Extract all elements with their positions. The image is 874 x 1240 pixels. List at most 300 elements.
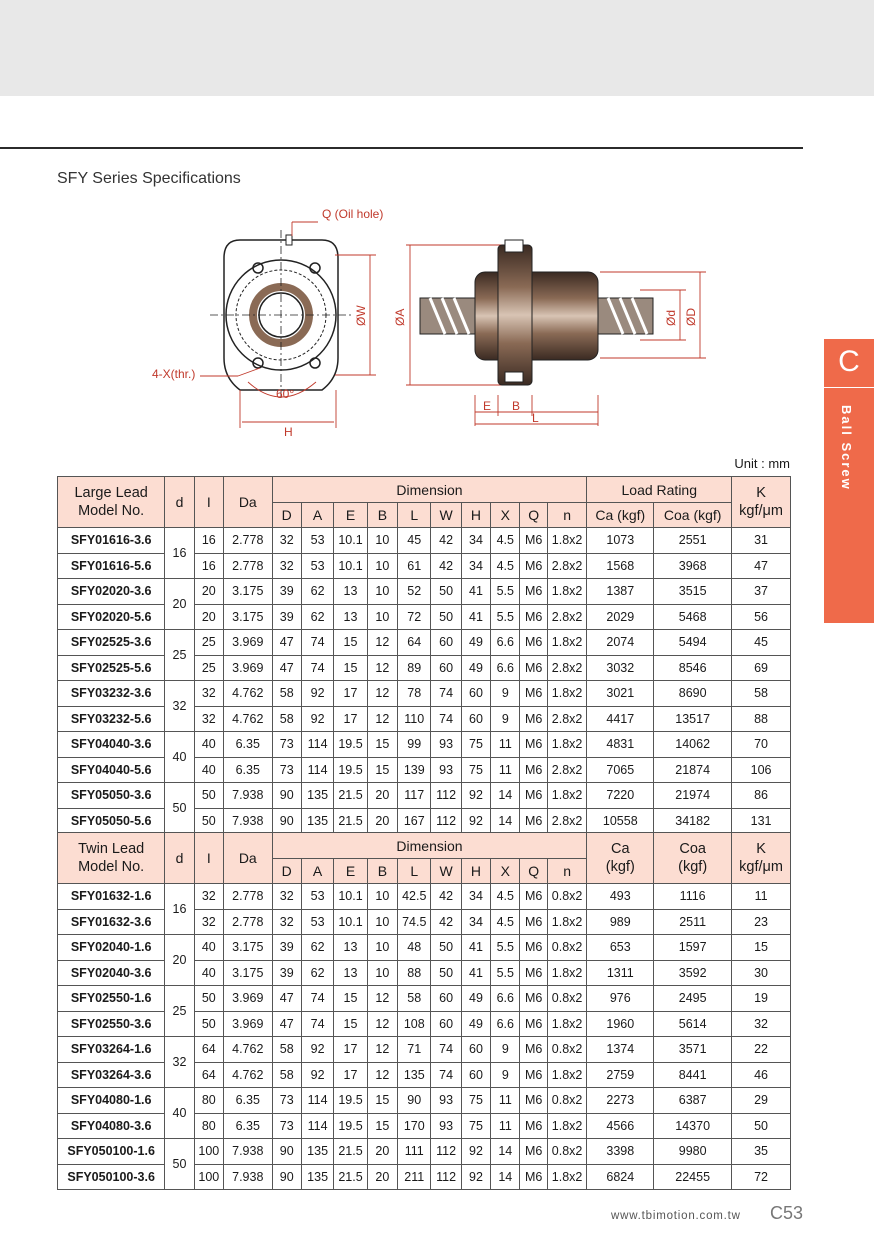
value-cell: 92 — [461, 808, 490, 834]
value-cell: 15 — [334, 1011, 367, 1037]
value-cell: 14370 — [654, 1113, 732, 1139]
large-lead-table — [57, 476, 791, 834]
value-cell: 8546 — [654, 655, 732, 681]
model-cell: SFY01632-1.6 — [58, 884, 165, 910]
label-d-small: Ød — [664, 309, 678, 326]
value-cell: 34 — [461, 909, 490, 935]
value-cell: 60 — [461, 1062, 490, 1088]
value-cell: 3.175 — [223, 935, 272, 961]
value-cell: 1.8x2 — [547, 732, 587, 758]
value-cell: 11 — [491, 732, 520, 758]
value-cell: 100 — [194, 1139, 223, 1165]
label-oil-hole: Q (Oil hole) — [322, 207, 384, 221]
value-cell: 10 — [367, 553, 397, 579]
value-cell: 6.35 — [223, 732, 272, 758]
value-cell: 135 — [301, 1139, 333, 1165]
value-cell: 1.8x2 — [547, 909, 587, 935]
value-cell: 4.5 — [491, 909, 520, 935]
value-cell: 62 — [301, 935, 333, 961]
shaft-diameter-cell: 16 — [165, 528, 194, 579]
d-header: d — [165, 833, 194, 884]
value-cell: 11 — [732, 884, 791, 910]
model-cell: SFY04040-5.6 — [58, 757, 165, 783]
value-cell: 1.8x2 — [547, 960, 587, 986]
shaft-diameter-cell: 20 — [165, 935, 194, 986]
value-cell: 45 — [732, 630, 791, 656]
value-cell: 3592 — [654, 960, 732, 986]
k-header: K kgf/μm — [732, 477, 791, 528]
value-cell: 2.778 — [223, 909, 272, 935]
value-cell: 46 — [732, 1062, 791, 1088]
value-cell: 49 — [461, 986, 490, 1012]
table-row — [58, 630, 791, 656]
table-row — [58, 1088, 791, 1114]
value-cell: 92 — [461, 1164, 490, 1190]
value-cell: 1.8x2 — [547, 1164, 587, 1190]
value-cell: 15 — [334, 986, 367, 1012]
value-cell: 3.969 — [223, 986, 272, 1012]
value-cell: 110 — [398, 706, 431, 732]
value-cell: 21974 — [654, 783, 732, 809]
value-cell: 7.938 — [223, 1139, 272, 1165]
value-cell: 19.5 — [334, 732, 367, 758]
value-cell: M6 — [520, 1037, 547, 1063]
value-cell: 12 — [367, 986, 397, 1012]
value-cell: 73 — [272, 732, 301, 758]
value-cell: 48 — [398, 935, 431, 961]
value-cell: 15 — [334, 655, 367, 681]
table-row — [58, 1139, 791, 1165]
value-cell: 6.35 — [223, 1088, 272, 1114]
value-cell: 8441 — [654, 1062, 732, 1088]
shaft-diameter-cell: 16 — [165, 884, 194, 935]
value-cell: 20 — [367, 783, 397, 809]
model-cell: SFY03232-5.6 — [58, 706, 165, 732]
dim-header-b: B — [367, 503, 397, 528]
model-cell: SFY04080-1.6 — [58, 1088, 165, 1114]
value-cell: 30 — [732, 960, 791, 986]
value-cell: 3.969 — [223, 1011, 272, 1037]
value-cell: 1073 — [587, 528, 654, 554]
value-cell: 21.5 — [334, 783, 367, 809]
value-cell: 4.5 — [491, 528, 520, 554]
value-cell: 19 — [732, 986, 791, 1012]
label-b: B — [512, 399, 521, 413]
value-cell: 10 — [367, 960, 397, 986]
value-cell: M6 — [520, 783, 547, 809]
value-cell: 13 — [334, 604, 367, 630]
value-cell: 1.8x2 — [547, 1113, 587, 1139]
dimension-header: Dimension — [272, 833, 587, 859]
model-cell: SFY02550-1.6 — [58, 986, 165, 1012]
value-cell: 1311 — [587, 960, 654, 986]
value-cell: 14 — [491, 1164, 520, 1190]
value-cell: 74 — [431, 1037, 461, 1063]
value-cell: 8690 — [654, 681, 732, 707]
value-cell: 80 — [194, 1113, 223, 1139]
footer-url[interactable]: www.tbimotion.com.tw — [611, 1210, 741, 1222]
value-cell: 170 — [398, 1113, 431, 1139]
value-cell: 12 — [367, 1037, 397, 1063]
value-cell: 92 — [301, 681, 333, 707]
page-number: C53 — [770, 1203, 804, 1223]
value-cell: 135 — [398, 1062, 431, 1088]
value-cell: 2.8x2 — [547, 757, 587, 783]
value-cell: 3571 — [654, 1037, 732, 1063]
value-cell: 4831 — [587, 732, 654, 758]
value-cell: M6 — [520, 681, 547, 707]
value-cell: 60 — [461, 706, 490, 732]
value-cell: 3.969 — [223, 630, 272, 656]
value-cell: 21874 — [654, 757, 732, 783]
model-cell: SFY03232-3.6 — [58, 681, 165, 707]
side-view — [420, 240, 653, 385]
value-cell: 108 — [398, 1011, 431, 1037]
model-cell: SFY03264-3.6 — [58, 1062, 165, 1088]
value-cell: 58 — [732, 681, 791, 707]
value-cell: 74 — [431, 1062, 461, 1088]
value-cell: M6 — [520, 1011, 547, 1037]
value-cell: 42 — [431, 909, 461, 935]
value-cell: 62 — [301, 960, 333, 986]
value-cell: 50 — [194, 1011, 223, 1037]
value-cell: 50 — [431, 604, 461, 630]
value-cell: M6 — [520, 706, 547, 732]
dim-header-w: W — [431, 503, 461, 528]
model-cell: SFY02020-5.6 — [58, 604, 165, 630]
value-cell: 0.8x2 — [547, 884, 587, 910]
value-cell: 41 — [461, 935, 490, 961]
value-cell: 90 — [272, 783, 301, 809]
value-cell: 3.969 — [223, 655, 272, 681]
model-cell: SFY01616-5.6 — [58, 553, 165, 579]
value-cell: 62 — [301, 604, 333, 630]
value-cell: 7.938 — [223, 783, 272, 809]
value-cell: 131 — [732, 808, 791, 834]
value-cell: 42.5 — [398, 884, 431, 910]
model-no-header: Large Lead Model No. — [58, 477, 165, 528]
value-cell: 60 — [461, 681, 490, 707]
value-cell: 32 — [272, 909, 301, 935]
value-cell: 5494 — [654, 630, 732, 656]
value-cell: 112 — [431, 1139, 461, 1165]
value-cell: 6824 — [587, 1164, 654, 1190]
value-cell: 50 — [431, 935, 461, 961]
value-cell: 47 — [272, 630, 301, 656]
value-cell: 64 — [194, 1062, 223, 1088]
da-header: Da — [223, 477, 272, 528]
value-cell: 74 — [301, 655, 333, 681]
value-cell: 73 — [272, 1113, 301, 1139]
value-cell: 1568 — [587, 553, 654, 579]
shaft-diameter-cell: 40 — [165, 732, 194, 783]
value-cell: 2495 — [654, 986, 732, 1012]
value-cell: 20 — [194, 604, 223, 630]
value-cell: 74 — [301, 986, 333, 1012]
shaft-diameter-cell: 25 — [165, 630, 194, 681]
value-cell: 4.762 — [223, 706, 272, 732]
value-cell: 114 — [301, 757, 333, 783]
value-cell: 106 — [732, 757, 791, 783]
value-cell: 10.1 — [334, 553, 367, 579]
value-cell: 10 — [367, 884, 397, 910]
value-cell: 50 — [431, 960, 461, 986]
value-cell: 42 — [431, 528, 461, 554]
value-cell: 72 — [398, 604, 431, 630]
value-cell: 4.762 — [223, 681, 272, 707]
value-cell: 10.1 — [334, 884, 367, 910]
model-cell: SFY02525-5.6 — [58, 655, 165, 681]
value-cell: 7.938 — [223, 1164, 272, 1190]
value-cell: 2.8x2 — [547, 808, 587, 834]
value-cell: 70 — [732, 732, 791, 758]
label-d-large: ØD — [684, 308, 698, 326]
value-cell: 34182 — [654, 808, 732, 834]
value-cell: 2759 — [587, 1062, 654, 1088]
label-l: L — [532, 411, 539, 425]
header-rule — [0, 147, 803, 149]
value-cell: 20 — [367, 1164, 397, 1190]
value-cell: 2.8x2 — [547, 655, 587, 681]
value-cell: 21.5 — [334, 808, 367, 834]
value-cell: 99 — [398, 732, 431, 758]
dim-header-n: n — [547, 859, 587, 884]
value-cell: 88 — [398, 960, 431, 986]
value-cell: 10.1 — [334, 909, 367, 935]
value-cell: 50 — [194, 808, 223, 834]
shaft-diameter-cell: 50 — [165, 783, 194, 834]
value-cell: 32 — [194, 706, 223, 732]
value-cell: 2.8x2 — [547, 553, 587, 579]
value-cell: 976 — [587, 986, 654, 1012]
dim-header-h: H — [461, 859, 490, 884]
value-cell: 12 — [367, 1011, 397, 1037]
value-cell: 19.5 — [334, 757, 367, 783]
value-cell: 47 — [272, 1011, 301, 1037]
value-cell: M6 — [520, 757, 547, 783]
header-band — [0, 0, 874, 96]
value-cell: 135 — [301, 783, 333, 809]
model-cell: SFY02020-3.6 — [58, 579, 165, 605]
value-cell: 1.8x2 — [547, 681, 587, 707]
value-cell: 10 — [367, 528, 397, 554]
value-cell: 3968 — [654, 553, 732, 579]
value-cell: 39 — [272, 604, 301, 630]
value-cell: 16 — [194, 528, 223, 554]
value-cell: 5.5 — [491, 960, 520, 986]
value-cell: 21.5 — [334, 1139, 367, 1165]
chapter-tab[interactable] — [824, 339, 874, 623]
value-cell: 4.762 — [223, 1037, 272, 1063]
value-cell: 3398 — [587, 1139, 654, 1165]
value-cell: 92 — [461, 783, 490, 809]
value-cell: 53 — [301, 884, 333, 910]
value-cell: 3.175 — [223, 960, 272, 986]
front-view — [210, 230, 352, 400]
value-cell: 9 — [491, 681, 520, 707]
value-cell: 12 — [367, 655, 397, 681]
d-header: d — [165, 477, 194, 528]
ca-header: Ca (kgf) — [587, 833, 654, 884]
value-cell: 1.8x2 — [547, 630, 587, 656]
i-header: I — [194, 477, 223, 528]
value-cell: 1.8x2 — [547, 579, 587, 605]
value-cell: 5.5 — [491, 935, 520, 961]
shaft-diameter-cell: 40 — [165, 1088, 194, 1139]
value-cell: 40 — [194, 757, 223, 783]
label-w: ØW — [354, 305, 368, 326]
value-cell: 40 — [194, 935, 223, 961]
value-cell: 74.5 — [398, 909, 431, 935]
value-cell: 4.5 — [491, 884, 520, 910]
value-cell: 2074 — [587, 630, 654, 656]
dim-header-q: Q — [520, 859, 547, 884]
value-cell: 5.5 — [491, 579, 520, 605]
value-cell: M6 — [520, 884, 547, 910]
value-cell: 74 — [301, 630, 333, 656]
model-cell: SFY04080-3.6 — [58, 1113, 165, 1139]
unit-label: Unit : mm — [734, 456, 790, 471]
section-title: SFY Series Specifications — [57, 170, 241, 187]
value-cell: 15 — [367, 1113, 397, 1139]
value-cell: 62 — [301, 579, 333, 605]
value-cell: 42 — [431, 884, 461, 910]
label-a: ØA — [393, 308, 407, 326]
value-cell: 45 — [398, 528, 431, 554]
table-row — [58, 732, 791, 758]
value-cell: 12 — [367, 630, 397, 656]
dim-header-l: L — [398, 859, 431, 884]
value-cell: 4.5 — [491, 553, 520, 579]
label-angle: 60° — [276, 387, 295, 401]
value-cell: 2.778 — [223, 553, 272, 579]
value-cell: 653 — [587, 935, 654, 961]
value-cell: 2273 — [587, 1088, 654, 1114]
value-cell: 5614 — [654, 1011, 732, 1037]
table-row — [58, 884, 791, 910]
value-cell: 0.8x2 — [547, 1139, 587, 1165]
model-cell: SFY04040-3.6 — [58, 732, 165, 758]
value-cell: 6.6 — [491, 630, 520, 656]
value-cell: 86 — [732, 783, 791, 809]
value-cell: 4417 — [587, 706, 654, 732]
value-cell: 35 — [732, 1139, 791, 1165]
da-header: Da — [223, 833, 272, 884]
value-cell: 135 — [301, 808, 333, 834]
value-cell: 73 — [272, 1088, 301, 1114]
value-cell: 58 — [272, 681, 301, 707]
dim-header-l: L — [398, 503, 431, 528]
value-cell: 12 — [367, 681, 397, 707]
table-row — [58, 986, 791, 1012]
value-cell: 6.6 — [491, 1011, 520, 1037]
value-cell: 12 — [367, 706, 397, 732]
value-cell: 39 — [272, 960, 301, 986]
chapter-label: Ball Screw — [839, 405, 854, 491]
value-cell: 32 — [272, 553, 301, 579]
value-cell: 112 — [431, 783, 461, 809]
value-cell: 17 — [334, 706, 367, 732]
value-cell: 58 — [272, 1062, 301, 1088]
value-cell: 14062 — [654, 732, 732, 758]
label-h: H — [284, 425, 293, 439]
value-cell: 75 — [461, 1113, 490, 1139]
model-cell: SFY02525-3.6 — [58, 630, 165, 656]
value-cell: 56 — [732, 604, 791, 630]
dim-header-n: n — [547, 503, 587, 528]
table-row — [58, 681, 791, 707]
value-cell: 47 — [732, 553, 791, 579]
value-cell: 80 — [194, 1088, 223, 1114]
value-cell: 7220 — [587, 783, 654, 809]
value-cell: 41 — [461, 579, 490, 605]
value-cell: 75 — [461, 732, 490, 758]
dim-header-e: E — [334, 503, 367, 528]
value-cell: 22455 — [654, 1164, 732, 1190]
value-cell: 10 — [367, 909, 397, 935]
value-cell: 5.5 — [491, 604, 520, 630]
value-cell: 53 — [301, 909, 333, 935]
model-cell: SFY05050-5.6 — [58, 808, 165, 834]
dim-header-w: W — [431, 859, 461, 884]
value-cell: 117 — [398, 783, 431, 809]
value-cell: 7065 — [587, 757, 654, 783]
value-cell: 93 — [431, 1088, 461, 1114]
value-cell: 4566 — [587, 1113, 654, 1139]
value-cell: 2511 — [654, 909, 732, 935]
dimension-header: Dimension — [272, 477, 587, 503]
value-cell: 49 — [461, 1011, 490, 1037]
value-cell: 41 — [461, 960, 490, 986]
value-cell: 17 — [334, 1037, 367, 1063]
value-cell: 4.762 — [223, 1062, 272, 1088]
value-cell: 2.8x2 — [547, 706, 587, 732]
chapter-divider — [824, 387, 874, 388]
value-cell: M6 — [520, 655, 547, 681]
value-cell: 47 — [272, 986, 301, 1012]
value-cell: 1.8x2 — [547, 783, 587, 809]
model-cell: SFY050100-1.6 — [58, 1139, 165, 1165]
value-cell: 114 — [301, 1088, 333, 1114]
value-cell: 0.8x2 — [547, 935, 587, 961]
dim-header-e: E — [334, 859, 367, 884]
value-cell: 23 — [732, 909, 791, 935]
value-cell: 93 — [431, 1113, 461, 1139]
dim-header-q: Q — [520, 503, 547, 528]
value-cell: 11 — [491, 757, 520, 783]
dim-header-a: A — [301, 503, 333, 528]
model-cell: SFY05050-3.6 — [58, 783, 165, 809]
value-cell: 16 — [194, 553, 223, 579]
dim-header-a: A — [301, 859, 333, 884]
model-cell: SFY01616-3.6 — [58, 528, 165, 554]
dim-header-d: D — [272, 503, 301, 528]
value-cell: M6 — [520, 808, 547, 834]
coa-header: Coa (kgf) — [654, 503, 732, 528]
value-cell: 15 — [334, 630, 367, 656]
value-cell: M6 — [520, 1139, 547, 1165]
dim-header-x: X — [491, 859, 520, 884]
value-cell: 493 — [587, 884, 654, 910]
value-cell: M6 — [520, 960, 547, 986]
value-cell: 47 — [272, 655, 301, 681]
shaft-diameter-cell: 20 — [165, 579, 194, 630]
value-cell: 17 — [334, 1062, 367, 1088]
value-cell: 7.938 — [223, 808, 272, 834]
value-cell: 167 — [398, 808, 431, 834]
value-cell: 90 — [272, 1164, 301, 1190]
label-thread: 4-X(thr.) — [152, 367, 196, 381]
